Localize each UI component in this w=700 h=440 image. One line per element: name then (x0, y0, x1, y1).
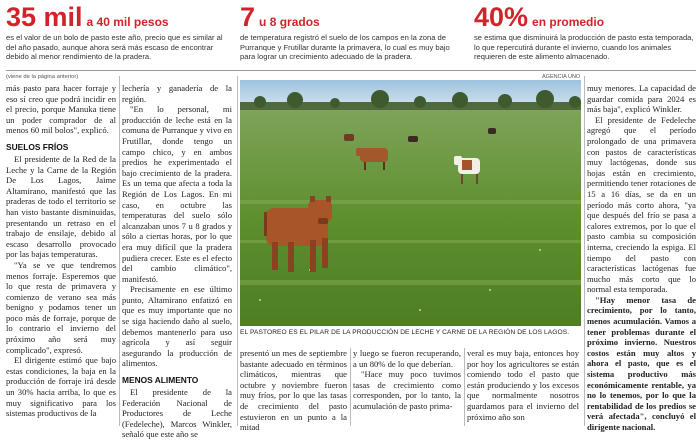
column-rule (237, 76, 238, 426)
paragraph: "Hay menor tasa de crecimiento, por lo tanto, menos acumulación. Vamos a tener problemas durante el próximo invierno. Nuestros costos están muy altos y ahora el pasto, que es el sistema productivo más económicamente rentable, ya no lo tenemos, por lo que la rentabilidad de los predios se verá afectada", concluyó el dirigente nacional. (587, 294, 696, 432)
column-rule (119, 76, 120, 426)
stat-description: de temperatura registró el suelo de los campos en la zona de Purranque y Frutillar durante la primavera, lo cual es muy bajo para lograr un crecimiento adecuado de la pradera. (240, 33, 450, 62)
continued-note: (viene de la página anterior) (6, 74, 79, 80)
stat-number: 40% (474, 2, 529, 32)
subheading-suelos-frios: SUELOS FRÍOS (6, 141, 69, 152)
stat-block-1 (6, 4, 228, 62)
stat-description: es el valor de un bolo de pasto este año, precio que es similar al del año pasado, aunque ahora será más escaso de encontrar debido al menor rendimiento de la pradera. (6, 33, 223, 62)
stat-block-3 (474, 4, 696, 62)
paragraph: El presidente de Fedeleche agregó que el período prolongado de una primavera con pastos de características muy lactógenas, donde sus hojas están en crecimiento, permitiendo tener rotaciones de 15 a 16 días, se da en un período más corto ahora, "ya que después del frío se pasa a calores extremos, por lo que el pasto cambia su composición interna, creciendo la espiga. El tiempo del pasto con características lactógenas fue mucho más corto que lo normal esta temporada. (587, 114, 696, 295)
column-rule (350, 348, 351, 426)
paragraph: Precisamente en ese último punto, Altamirano enfatizó en que es muy importante que no se siga haciendo daño al suelo, debemos mantenerlo para uso agrícola y así seguir asegurando la producción de alimentos. (122, 284, 232, 369)
pasture-image (240, 80, 581, 326)
paragraph: El dirigente estimó que bajo estas condiciones, la baja en la producción de forraje irá desde un 30% hacia arriba, lo que es muy significativo para los sistemas productivos de la (6, 355, 116, 419)
photo-caption: EL PASTOREO ES EL PILAR DE LA PRODUCCIÓN DE LECHE Y CARNE DE LA REGIÓN DE LOS LAGOS. (240, 329, 570, 336)
cows-photo (240, 80, 581, 326)
paragraph: muy menores. La capacidad de guardar comida para 2024 es más baja", explicó Winkler. (587, 83, 696, 115)
article-column-2 (122, 83, 232, 440)
stat-number: 35 mil (6, 2, 83, 32)
paragraph: presentó un mes de septiembre bastante adecuado en términos climáticos, mientras que octubre y noviembre fueron muy fríos, por lo que las tasas de crecimiento del pasto estuvieron en un punto a la mitad (240, 348, 347, 433)
stat-block-2 (240, 4, 464, 62)
stat-number: 7 (240, 2, 256, 32)
photo-credit: AGENCIA UNO (542, 74, 581, 80)
column-rule (464, 348, 465, 426)
stat-unit: en promedio (532, 15, 605, 29)
article-column-4 (353, 348, 461, 412)
paragraph: "Hace muy poco tuvimos tasas de crecimiento como corresponden, por lo tanto, la acumulación de pasto prima- (353, 369, 461, 411)
stat-unit: u 8 grados (259, 15, 320, 29)
divider (6, 70, 696, 71)
article-column-6 (587, 83, 696, 433)
article-column-5 (467, 348, 579, 422)
stat-unit: a 40 mil pesos (86, 15, 169, 29)
article-column-1 (6, 83, 116, 419)
paragraph: lechería y ganadería de la región. (122, 83, 232, 104)
paragraph: y luego se fueron recuperando, a un 80% de lo que deberían. (353, 348, 461, 369)
subheading-menos-alimento: MENOS ALIMENTO (122, 375, 199, 386)
paragraph: El presidente de la Federación Nacional de Productores de Leche (Fedeleche), Marcos Winkler, señaló que este año se (122, 387, 232, 440)
article-column-3 (240, 348, 347, 433)
paragraph: "Ya se ve que tendremos menos forraje. Esperemos que lo que resta de primavera y comienzo de verano sea más benigno y podamos tener un poco más de forraje, porque de lo contrario el invierno del próximo año será muy complicado", expresó. (6, 259, 116, 355)
stat-description: se estima que disminuirá la producción de pasto esta temporada, lo que repercutirá durante el invierno, cuando los animales requieren de este alimento almacenado. (474, 33, 694, 62)
paragraph: veral es muy baja, entonces hoy por hoy los agricultores se están comiendo todo el pasto que están produciendo y los excesos que normalmente nosotros guardamos para el invierno del próximo año son (467, 348, 579, 422)
paragraph: "En lo personal, mi producción de leche está en la comuna de Purranque y vivo en Frutillar, donde tengo un campo chico, y en ambos predios he experimentado el bajo crecimiento de la pradera. Es un tema que afecta a toda la Región de Los Lagos. En mi caso, en octubre las temperaturas del suelo sólo alcanzaban unos 7 u 8 grados y sólo a ciertas horas, por lo que era muy difícil que la pradera pudiera crecer. Este es el efecto del cambio climático", manifestó. (122, 104, 232, 284)
paragraph: más pasto para hacer forraje y eso sí creo que podrá incidir en el precio, porque Manuka tiene un poder comprador de al menos 60 mil bolos", explicó. (6, 83, 116, 136)
column-rule (584, 76, 585, 426)
paragraph: El presidente de la Red de la Leche y la Carne de la Región De Los Lagos, Jaime Altamirano, manifestó que las praderas de todo el territorio se han visto bastante disminuidas, presentando un retraso en el trabajo de ensilaje, debido al escaso desarrollo provocado por las bajas temperaturas. (6, 153, 116, 260)
